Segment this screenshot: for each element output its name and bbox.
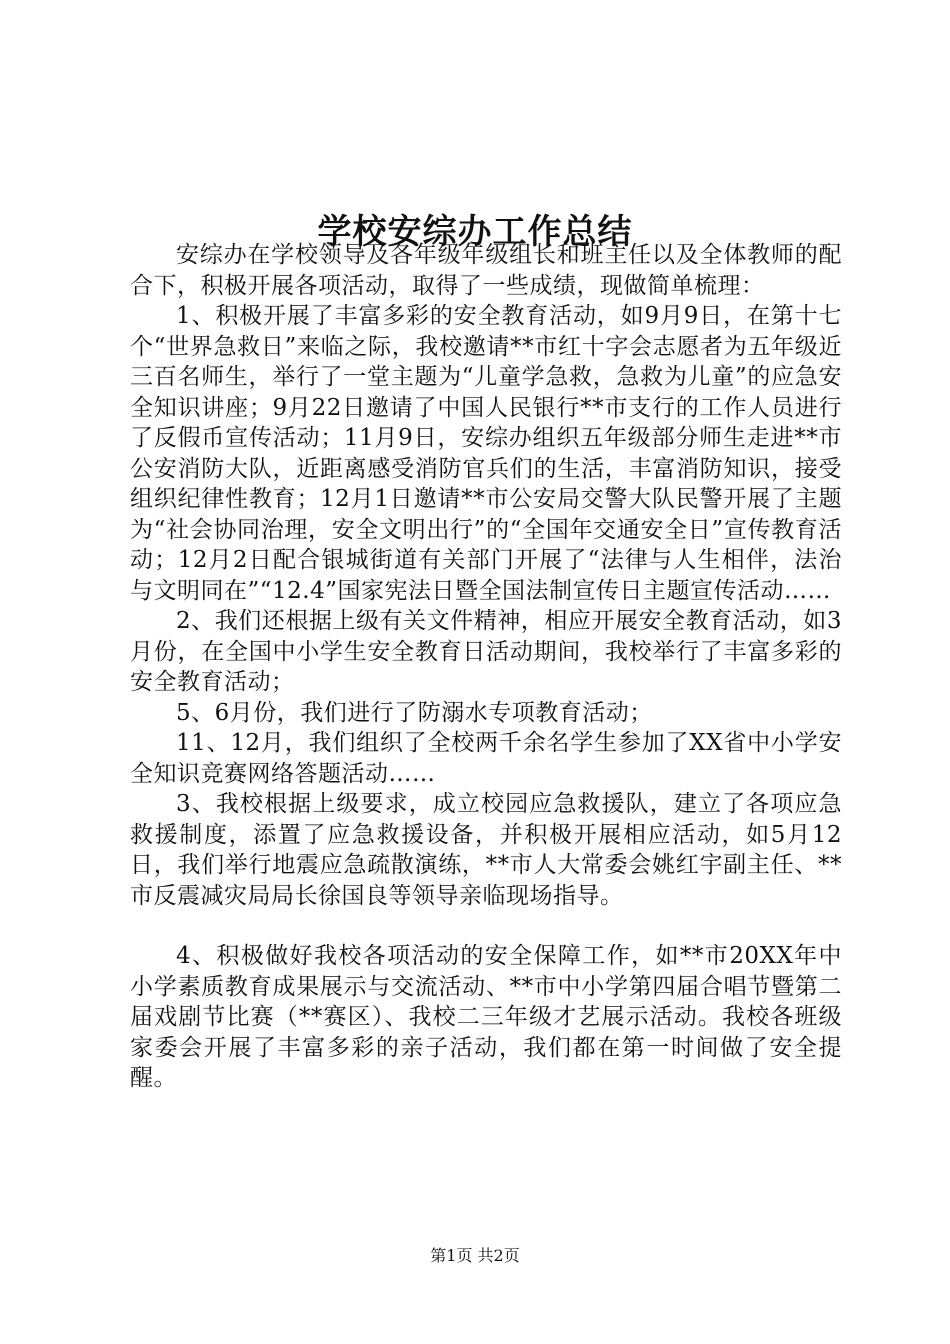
paragraph-item-2: 2、我们还根据上级有关文件精神，相应开展安全教育活动，如3月份，在全国中小学生安全教育日活动期间，我校举行了丰富多彩的安全教育活动； — [130, 608, 842, 695]
page-footer: 第1页 共2页 — [430, 1246, 520, 1265]
paragraph-item-3: 3、我校根据上级要求，成立校园应急救援队，建立了各项应急救援制度，添置了应急救援设备，并积极开展相应活动，如5月12日，我们举行地震应急疏散演练，**市人大常委会姚红宇副主任、**市反震减灾局局长徐国良等领导亲临现场指导。 — [130, 791, 842, 909]
paragraph-item-1: 1、积极开展了丰富多彩的安全教育活动，如9月9日，在第十七个“世界急救日”来临之际，我校邀请**市红十字会志愿者为五年级近三百名师生，举行了一堂主题为“儿童学急救，急救为儿童”的应急安全知识讲座；9月22日邀请了中国人民银行**市支行的工作人员进行了反假币宣传活动；11月9日，安综办组织五年级部分师生走进**市公安消防大队，近距离感受消防官兵们的生活，丰富消防知识，接受组织纪律性教育；12月1日邀请**市公安局交警大队民警开展了主题为“社会协同治理，安全文明出行”的“全国年交通安全日”宣传教育活动；12月2日配合银城街道有关部门开展了“法律与人生相伴，法治与文明同在”“12.4”国家宪法日暨全国法制宣传日主题宣传活动…… — [130, 303, 842, 604]
document-title: 学校安综办工作总结 — [317, 211, 633, 252]
paragraph-item-4: 4、积极做好我校各项活动的安全保障工作，如**市20XX年中小学素质教育成果展示与交流活动、**市中小学第四届合唱节暨第二届戏剧节比赛（**赛区）、我校二三年级才艺展示活动。我校各班级家委会开展了丰富多彩的亲子活动，我们都在第一时间做了安全提醒。 — [130, 943, 842, 1091]
paragraph-intro: 安综办在学校领导及各年级年级组长和班主任以及全体教师的配合下，积极开展各项活动，取得了一些成绩，现做简单梳理： — [130, 242, 842, 299]
paragraph-item-2-nov-dec: 11、12月，我们组织了全校两千余名学生参加了XX省中小学安全知识竞赛网络答题活动…… — [130, 730, 842, 787]
paragraph-item-2-may-june: 5、6月份，我们进行了防溺水专项教育活动； — [176, 699, 653, 726]
document-body — [130, 240, 842, 1094]
